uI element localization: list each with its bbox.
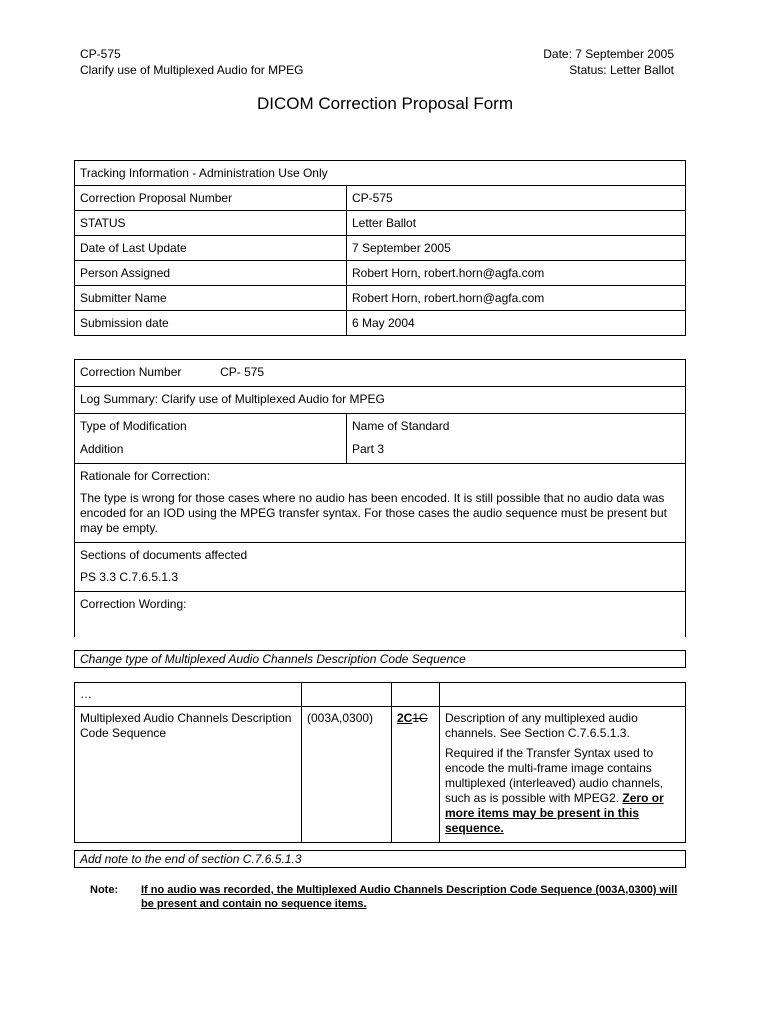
cp-number: CP-575	[80, 47, 121, 61]
correction-number-value: CP- 575	[220, 365, 265, 379]
table-row	[75, 286, 686, 311]
sections-value: PS 3.3 C.7.6.5.1.3	[80, 570, 179, 584]
row-value: 7 September 2005	[347, 236, 686, 261]
header-right	[543, 46, 674, 78]
tracking-heading: Tracking Information - Administration Use Only	[75, 161, 686, 186]
type-new: 2C	[397, 711, 413, 725]
row-value: Robert Horn, robert.horn@agfa.com	[347, 261, 686, 286]
description-1: Description of any multiplexed audio channels. See Section C.7.6.5.1.3.	[445, 711, 638, 740]
attribute-tag: (003A,0300)	[302, 707, 392, 843]
table-row	[75, 261, 686, 286]
description-2-plain: Required if the Transfer Syntax used to encode the multi-frame image contains multiplexed (interleaved) audio channels, such as is possible with MPEG2.	[445, 746, 664, 805]
description-2-bold: Zero or more items may be present in this sequence.	[445, 791, 664, 835]
row-value: CP-575	[347, 186, 686, 211]
attribute-type	[392, 707, 440, 843]
add-note-heading: Add note to the end of section C.7.6.5.1.3	[74, 850, 686, 868]
wording-cell	[75, 592, 686, 638]
note	[90, 883, 680, 911]
row-value: Robert Horn, robert.horn@agfa.com	[347, 286, 686, 311]
correction-table	[74, 359, 686, 637]
sections-cell	[75, 543, 686, 592]
header-date: Date: 7 September 2005	[543, 47, 674, 61]
attribute-table	[74, 682, 686, 843]
standard-value: Part 3	[347, 440, 686, 464]
table-row	[75, 236, 686, 261]
row-label: Correction Proposal Number	[75, 186, 347, 211]
table-row	[75, 707, 686, 843]
correction-number-cell	[75, 360, 686, 387]
wording-label: Correction Wording:	[80, 597, 187, 611]
log-summary: Log Summary: Clarify use of Multiplexed Audio for MPEG	[75, 387, 686, 414]
type-value: Addition	[75, 440, 347, 464]
attribute-description	[440, 707, 686, 843]
row-label: Submitter Name	[75, 286, 347, 311]
standard-label: Name of Standard	[347, 414, 686, 441]
row-label: STATUS	[75, 211, 347, 236]
header-left	[80, 46, 303, 78]
table-row	[75, 311, 686, 336]
correction-number-label: Correction Number	[80, 365, 182, 379]
row-value: Letter Ballot	[347, 211, 686, 236]
table-row	[75, 211, 686, 236]
row-value: 6 May 2004	[347, 311, 686, 336]
rationale-cell	[75, 464, 686, 543]
ellipsis-cell: …	[75, 683, 302, 707]
header-subtitle: Clarify use of Multiplexed Audio for MPEG	[80, 63, 304, 77]
type-label: Type of Modification	[75, 414, 347, 441]
row-label: Date of Last Update	[75, 236, 347, 261]
row-label: Submission date	[75, 311, 347, 336]
rationale-label: Rationale for Correction:	[80, 469, 211, 483]
header-status: Status: Letter Ballot	[569, 63, 674, 77]
rationale-text: The type is wrong for those cases where no audio has been encoded. It is still possible that no audio data was encoded for an IOD using the MPEG transfer syntax. For those cases the audio sequence must be present but may be empty.	[80, 491, 667, 535]
table-row	[75, 186, 686, 211]
table-row	[75, 683, 686, 707]
row-label: Person Assigned	[75, 261, 347, 286]
tracking-table	[74, 160, 686, 336]
change-heading: Change type of Multiplexed Audio Channels Description Code Sequence	[74, 650, 686, 668]
note-label: Note:	[90, 884, 119, 896]
attribute-name: Multiplexed Audio Channels Description Code Sequence	[75, 707, 302, 843]
description-2	[445, 746, 681, 836]
note-text: If no audio was recorded, the Multiplexed Audio Channels Description Code Sequence (003A,0300) will be present and contain no sequence items.	[141, 884, 678, 910]
type-old: 1C	[412, 711, 428, 725]
page-title: DICOM Correction Proposal Form	[256, 94, 513, 113]
sections-label: Sections of documents affected	[80, 548, 248, 562]
